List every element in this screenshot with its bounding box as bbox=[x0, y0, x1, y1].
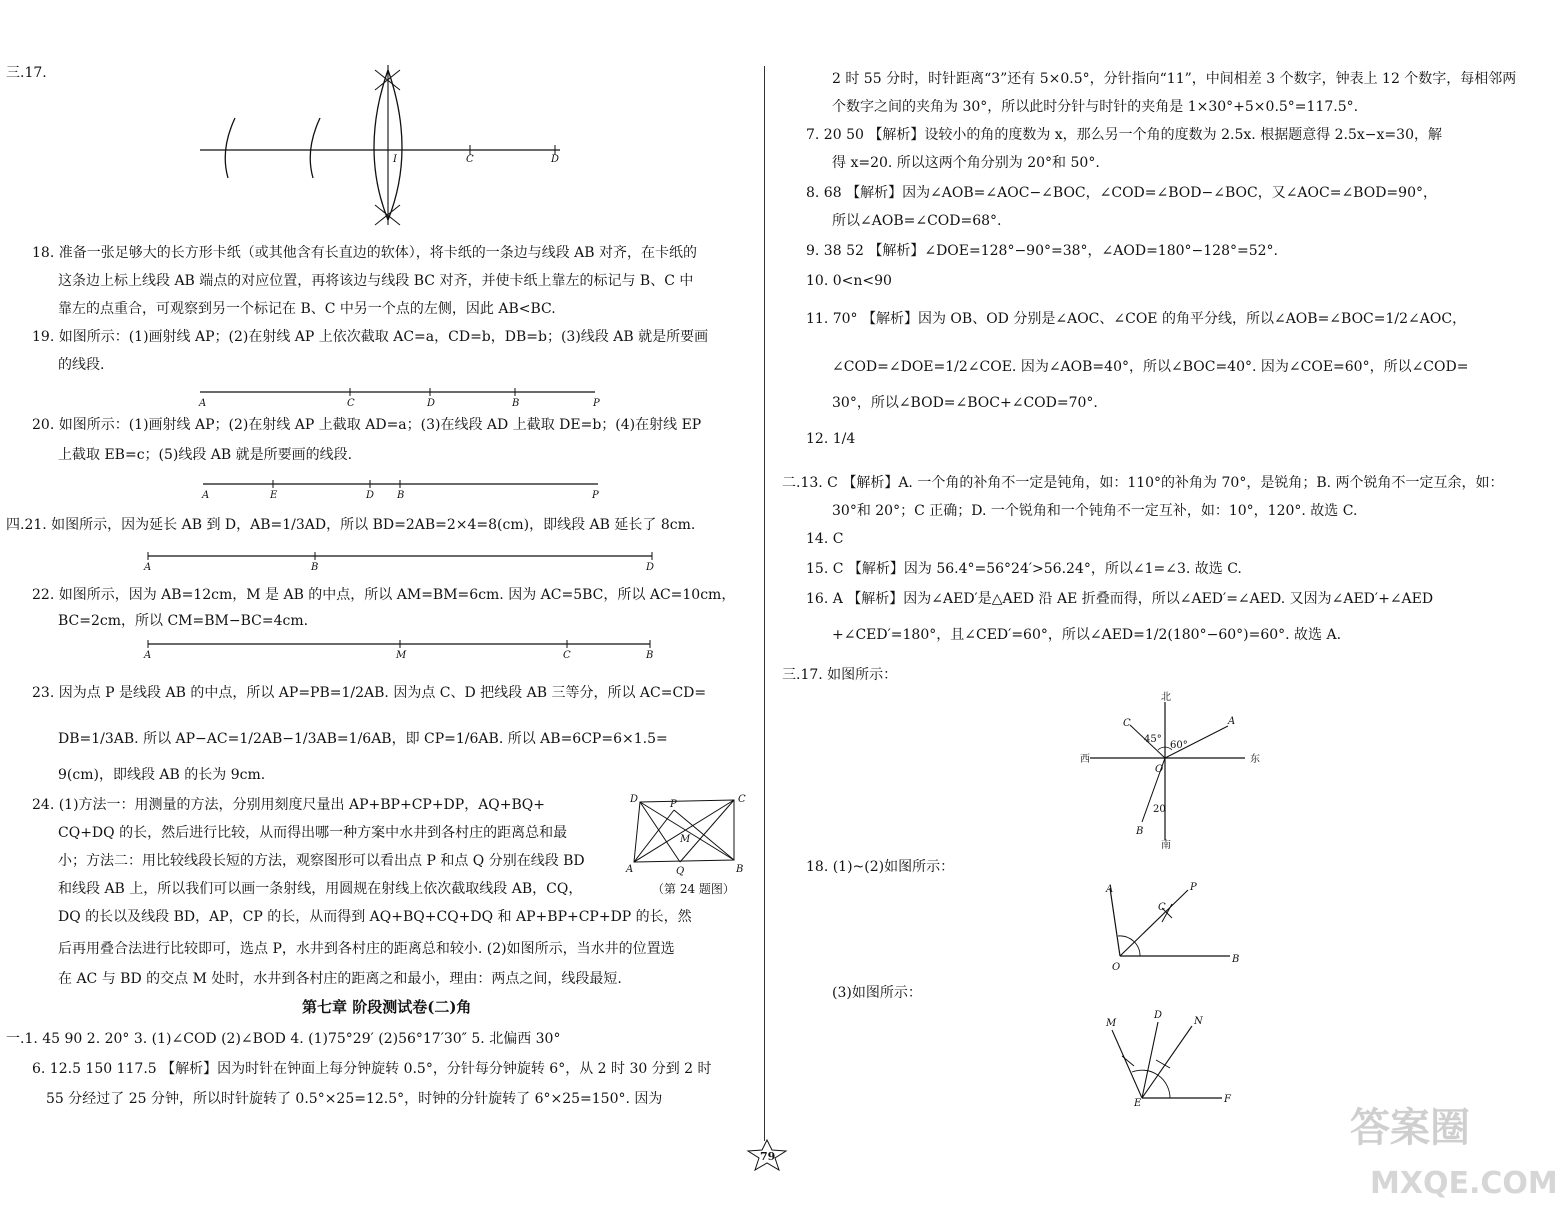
svg-text:C: C bbox=[738, 794, 746, 805]
q8-line1: 8. 68 【解析】因为∠AOB=∠AOC−∠BOC，∠COD=∠BOD−∠BOC，又∠AOC=∠BOD=90°， bbox=[806, 185, 1437, 201]
svg-text:C: C bbox=[347, 398, 355, 409]
q24-line5: DQ 的长以及线段 BD，AP，CP 的长，从而得到 AQ+BQ+CQ+DQ 和 AP+BP+CP+DP 的长，然 bbox=[58, 909, 692, 925]
svg-text:A: A bbox=[144, 650, 152, 661]
figure-21-segment bbox=[140, 548, 660, 572]
fig24-caption: （第 24 题图） bbox=[652, 882, 735, 896]
svg-text:M: M bbox=[680, 834, 691, 845]
chapter-title: 第七章 阶段测试卷(二)角 bbox=[302, 998, 472, 1016]
angle-60: 60° bbox=[1170, 740, 1188, 751]
svg-text:Q: Q bbox=[676, 866, 685, 877]
svg-text:A: A bbox=[199, 398, 207, 409]
answers-1-5: 一.1. 45 90 2. 20° 3. (1)∠COD (2)∠BOD 4. (1)75°29′ (2)56°17′30″ 5. 北偏西 30° bbox=[6, 1031, 561, 1047]
angle-20: 20 bbox=[1153, 804, 1166, 815]
figure-17-construction bbox=[190, 60, 570, 230]
q17-label: 三.17. bbox=[6, 65, 47, 81]
svg-text:B: B bbox=[1136, 826, 1144, 837]
q17-right: 三.17. 如图所示： bbox=[782, 667, 898, 683]
q19-line2: 的线段. bbox=[58, 357, 105, 373]
compass-east: 东 bbox=[1250, 754, 1260, 765]
svg-text:P: P bbox=[670, 799, 677, 810]
svg-text:E: E bbox=[1134, 1098, 1142, 1109]
q18-line1: 18. 准备一张足够大的长方形卡纸（或其他含有长直边的软体），将卡纸的一条边与线段 AB 对齐，在卡纸的 bbox=[32, 245, 698, 261]
q13-line1: 二.13. C 【解析】A. 一个角的补角不一定是钝角，如：110°的补角为 70°，是锐角；B. 两个锐角不一定互余，如： bbox=[782, 475, 1504, 491]
q13-line2: 30°和 20°；C 正确；D. 一个锐角和一个钝角不一定互补，如：10°，120°. 故选 C. bbox=[832, 503, 1358, 519]
q21-text: 四.21. 如图所示，因为延长 AB 到 D，AB=1/3AD，所以 BD=2AB=2×4=8(cm)，即线段 AB 延长了 8cm. bbox=[6, 517, 696, 533]
q6-line1: 6. 12.5 150 117.5 【解析】因为时针在钟面上每分钟旋转 0.5°，分针每分钟旋转 6°，从 2 时 30 分到 2 时 bbox=[32, 1061, 712, 1077]
q18-right-line2: (3)如图所示： bbox=[832, 985, 922, 1001]
q6-cont-line1: 2 时 55 分时，时针距离“3”还有 5×0.5°，分针指向“11”，中间相差 3 个数字，钟表上 12 个数字，每相邻两 bbox=[832, 71, 1517, 87]
figure-17-compass bbox=[1080, 690, 1270, 850]
svg-text:O: O bbox=[1155, 764, 1164, 775]
q14: 14. C bbox=[806, 531, 844, 547]
svg-text:D: D bbox=[427, 398, 436, 409]
svg-text:C: C bbox=[1123, 718, 1131, 729]
svg-text:M: M bbox=[1106, 1018, 1117, 1029]
q24-line1: 24. (1)方法一：用测量的方法，分别用刻度尺量出 AP+BP+CP+DP，AQ+BQ+ bbox=[32, 797, 546, 813]
q9: 9. 38 52 【解析】∠DOE=128°−90°=38°，∠AOD=180°−128°=52°. bbox=[806, 243, 1278, 259]
q11-line3: 30°，所以∠BOD=∠BOC+∠COD=70°. bbox=[832, 395, 1098, 411]
q11-line2: ∠COD=∠DOE=1/2∠COE. 因为∠AOB=40°，所以∠BOC=40°. 因为∠COE=60°，所以∠COD= bbox=[832, 359, 1469, 375]
svg-text:P: P bbox=[592, 490, 599, 501]
q23-line2: DB=1/3AB. 所以 AP−AC=1/2AB−1/3AB=1/6AB，即 CP=1/6AB. 所以 AB=6CP=6×1.5= bbox=[58, 731, 668, 747]
figure-18-part3 bbox=[1100, 1008, 1240, 1108]
q16-line2: +∠CED′=180°，且∠CED′=60°，所以∠AED=1/2(180°−60°)=60°. 故选 A. bbox=[832, 627, 1342, 643]
svg-text:D: D bbox=[366, 490, 375, 501]
svg-text:B: B bbox=[736, 864, 744, 875]
svg-text:E: E bbox=[270, 490, 278, 501]
q15: 15. C 【解析】因为 56.4°=56°24′>56.24°，所以∠1=∠3. 故选 C. bbox=[806, 561, 1242, 577]
figure-18-bisector bbox=[1100, 880, 1250, 972]
q7-line1: 7. 20 50 【解析】设较小的角的度数为 x，那么另一个角的度数为 2.5x. 根据题意得 2.5x−x=30，解 bbox=[806, 127, 1442, 143]
q10: 10. 0<n<90 bbox=[806, 273, 892, 289]
q18-right-line1: 18. (1)~(2)如图所示： bbox=[806, 859, 955, 875]
q22-line2: BC=2cm，所以 CM=BM−BC=4cm. bbox=[58, 613, 309, 629]
svg-text:D: D bbox=[630, 794, 639, 805]
figure-20-segment bbox=[198, 476, 608, 500]
q12: 12. 1/4 bbox=[806, 431, 856, 447]
svg-text:I: I bbox=[393, 154, 397, 165]
q8-line2: 所以∠AOB=∠COD=68°. bbox=[832, 213, 1002, 229]
svg-text:N: N bbox=[1194, 1016, 1203, 1027]
q24-line4: 和线段 AB 上，所以我们可以画一条射线，用圆规在射线上依次截取线段 AB，CQ， bbox=[58, 881, 583, 897]
q22-line1: 22. 如图所示，因为 AB=12cm，M 是 AB 的中点，所以 AM=BM=6cm. 因为 AC=5BC，所以 AC=10cm， bbox=[32, 587, 736, 603]
svg-text:B: B bbox=[512, 398, 520, 409]
q20-line1: 20. 如图所示：(1)画射线 AP；(2)在射线 AP 上截取 AD=a；(3)在线段 AD 上截取 DE=b；(4)在射线 EP bbox=[32, 417, 702, 433]
page-number-star-badge bbox=[738, 1138, 796, 1172]
svg-text:A: A bbox=[1106, 884, 1114, 895]
q23-line3: 9(cm)，即线段 AB 的长为 9cm. bbox=[58, 767, 266, 783]
svg-text:B: B bbox=[311, 562, 319, 573]
q7-line2: 得 x=20. 所以这两个角分别为 20°和 50°. bbox=[832, 155, 1100, 171]
svg-text:A: A bbox=[144, 562, 152, 573]
svg-text:M: M bbox=[396, 650, 407, 661]
svg-text:P: P bbox=[1190, 882, 1197, 893]
figure-22-segment bbox=[140, 636, 660, 660]
svg-text:B: B bbox=[397, 490, 405, 501]
q18-line3: 靠左的点重合，可观察到另一个标记在 B、C 中另一个点的左侧，因此 AB<BC. bbox=[58, 301, 556, 317]
svg-text:A: A bbox=[1228, 716, 1236, 727]
figure-24-quadrilateral bbox=[622, 790, 752, 880]
svg-text:A: A bbox=[626, 864, 634, 875]
watermark-url: MXQE.COM bbox=[1370, 1166, 1558, 1201]
q6-line2: 55 分经过了 25 分钟，所以时针旋转了 0.5°×25=12.5°，时钟的分针旋转了 6°×25=150°. 因为 bbox=[46, 1091, 663, 1107]
svg-text:P: P bbox=[593, 398, 600, 409]
q18-line2: 这条边上标上线段 AB 端点的对应位置，再将该边与线段 BC 对齐，并使卡纸上靠左的标记与 B、C 中 bbox=[58, 273, 694, 289]
q24-line3: 小；方法二：用比较线段长短的方法，观察图形可以看出点 P 和点 Q 分别在线段 BD bbox=[58, 853, 585, 869]
compass-west: 西 bbox=[1080, 754, 1090, 765]
column-divider bbox=[764, 66, 765, 1141]
q19-line1: 19. 如图所示：(1)画射线 AP；(2)在射线 AP 上依次截取 AC=a，CD=b，DB=b；(3)线段 AB 就是所要画 bbox=[32, 329, 709, 345]
svg-text:B: B bbox=[1232, 954, 1240, 965]
svg-text:F: F bbox=[1224, 1094, 1231, 1105]
compass-south: 南 bbox=[1161, 840, 1171, 851]
svg-text:A: A bbox=[202, 490, 210, 501]
svg-text:B: B bbox=[646, 650, 654, 661]
svg-text:D: D bbox=[1154, 1010, 1163, 1021]
angle-45: 45° bbox=[1144, 734, 1162, 745]
svg-text:C: C bbox=[1158, 902, 1166, 913]
svg-text:D: D bbox=[646, 562, 655, 573]
page-number: 79 bbox=[760, 1150, 776, 1163]
q20-line2: 上截取 EB=c；(5)线段 AB 就是所要画的线段. bbox=[58, 447, 353, 463]
q24-line2: CQ+DQ 的长，然后进行比较，从而得出哪一种方案中水井到各村庄的距离总和最 bbox=[58, 825, 568, 841]
q11-line1: 11. 70° 【解析】因为 OB、OD 分别是∠AOC、∠COE 的角平分线，所以∠AOB=∠BOC=1/2∠AOC， bbox=[806, 311, 1467, 327]
figure-19-segment bbox=[195, 384, 605, 408]
q23-line1: 23. 因为点 P 是线段 AB 的中点，所以 AP=PB=1/2AB. 因为点 C、D 把线段 AB 三等分，所以 AC=CD= bbox=[32, 685, 707, 701]
svg-text:O: O bbox=[1112, 962, 1121, 973]
svg-text:C: C bbox=[466, 154, 474, 165]
compass-north: 北 bbox=[1161, 692, 1171, 703]
svg-text:C: C bbox=[563, 650, 571, 661]
q24-line7: 在 AC 与 BD 的交点 M 处时，水井到各村庄的距离之和最小，理由：两点之间，线段最短. bbox=[58, 971, 622, 987]
q24-line6: 后再用叠合法进行比较即可，选点 P，水井到各村庄的距离总和较小. (2)如图所示，当水井的位置选 bbox=[58, 941, 675, 957]
svg-text:D: D bbox=[551, 154, 560, 165]
q6-cont-line2: 个数字之间的夹角为 30°，所以此时分针与时针的夹角是 1×30°+5×0.5°=117.5°. bbox=[832, 99, 1359, 115]
q16-line1: 16. A 【解析】因为∠AED′是△AED 沿 AE 折叠而得，所以∠AED′=∠AED. 又因为∠AED′+∠AED bbox=[806, 591, 1434, 607]
watermark-logo: 答案圈 bbox=[1350, 1105, 1470, 1151]
